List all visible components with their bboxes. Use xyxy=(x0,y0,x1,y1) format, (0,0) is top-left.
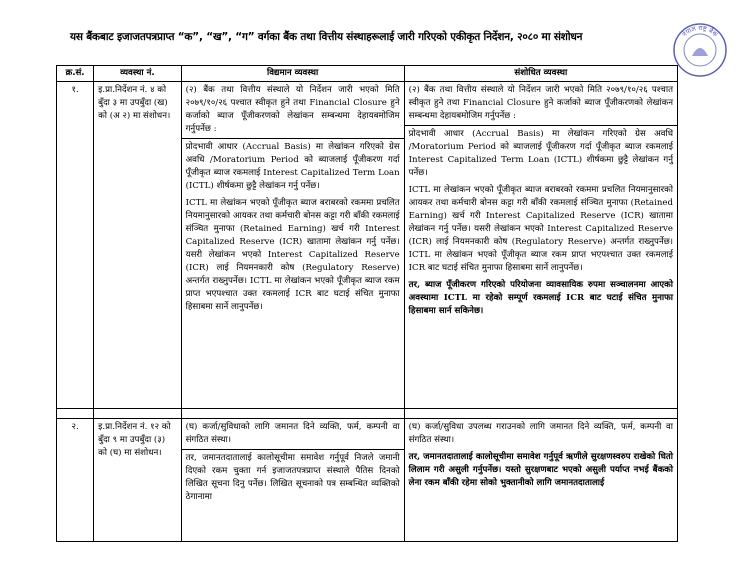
row-sn: २. xyxy=(57,419,94,542)
row-ref: इ.प्रा.निर्देशन नं. ४ को बुँदा ३ मा उपबुँदा (ख) को (अ २) मा संशोधन। xyxy=(94,82,181,409)
revised-para: (घ) कर्जा/सुविधा उपलब्ध गराउनको लागि जमानत दिने व्यक्ति, फर्म, कम्पनी वा संगठित संस्था। xyxy=(408,422,673,445)
revised-para: (२) बैंक तथा वित्तीय संस्थाले यो निर्देशन जारी भएको मिति २०७९/१०/२६ पश्चात स्वीकृत हुने तथा Financial Closure हुने कर्जाको ब्याज पूँजीकरणको लेखांकन सम्बन्धमा देहायबमोजिम गर्नुपर्नेछ : xyxy=(408,85,673,121)
table-header-row xyxy=(57,66,678,82)
existing-para: ICTL मा लेखांकन भएको पूँजीकृत ब्याज बराबरको रकममा प्रचलित नियमानुसारको आयकर तथा कर्मचारी बोनस कट्टा गरी बाँकी रकमलाई संञ्चित मुनाफा (Retained Earning) खर्च गरी Interest Capitalized Reserve (ICR) खातामा लेखांकन गर्नु पर्नेछ। यसरी लेखांकन भएको Interest Capitalized Reserve (ICR) लाई नियमनकारी कोष (Regulatory Reserve) अन्तर्गत राख्नुपर्नेछ। ICTL मा लेखांकन भएको पूँजीकृत ब्याज रकम प्राप्त भएपश्चात उक्त रकमलाई ICR बाट घटाई संचित मुनाफा हिसाबमा सार्ने लानुपर्नेछ। xyxy=(185,198,400,312)
existing-para: (घ) कर्जा/सुविधाको लागि जमानत दिने व्यक्ति, फर्म, कम्पनी वा संगठित संस्था। xyxy=(185,422,400,445)
table-row xyxy=(57,82,678,409)
existing-para: तर, जमानतदातालाई कालोसूचीमा समावेश गर्नुपूर्व निजले जमानी दिएको रकम चुक्ता गर्न इजाजतपत्रप्राप्त संस्थाले पैतिस दिनको लिखित सूचना दिनु पर्नेछ। लिखित सूचनाको पत्र सम्बन्धित व्यक्तिको ठेगानामा xyxy=(182,449,404,506)
table-row xyxy=(57,419,678,542)
revised-proviso: तर, जमानतदातालाई कालोसूचीमा समावेश गर्नुपूर्व ऋणीले सुरक्षणस्वरुप राखेको धितो लिलाम गरी असुली गर्नुपर्नेछ। यस्तो सुरक्षणबाट भएको असुली पर्याप्त नभई बैंकको लेना रकम बाँकी रहेमा सोको भुक्तानीको लागि जमानतदातालाई xyxy=(408,452,673,488)
row-sn: १. xyxy=(57,82,94,409)
col-header-existing: विद्यमान व्यवस्था xyxy=(181,66,404,82)
revised-para: प्रोदभावी आधार (Accrual Basis) मा लेखांकन गरिएको ग्रेस अवधि /Moratorium Period को ब्याजलाई पूँजीकरण गर्दा पूँजीकृत ब्याज रकमलाई Interest Capitalized Term Loan (ICTL) शीर्षकमा छुट्टै लेखांकन गर्नु पर्नेछ। xyxy=(405,125,677,182)
existing-provision-cell xyxy=(181,419,404,542)
bank-seal-logo xyxy=(672,22,728,78)
existing-para: प्रोदभावी आधार (Accrual Basis) मा लेखांकन गरिएको ग्रेस अवधि /Moratorium Period को ब्याजलाई पूँजीकरण गर्दा पूँजीकृत ब्याज रकमलाई Interest Capitalized Term Loan (ICTL) शीर्षकमा छुट्टै लेखांकन गर्नु पर्नेछ। xyxy=(182,138,404,195)
revised-para: ICTL मा लेखांकन भएको पूँजीकृत ब्याज बराबरको रकममा प्रचलित नियमानुसारको आयकर तथा कर्मचारी बोनस कट्टा गरी बाँकी रकमलाई संञ्चित मुनाफा (Retained Earning) खर्च गरी Interest Capitalized Reserve (ICR) खातामा लेखांकन गर्नु पर्नेछ। यसरी लेखांकन भएको Interest Capitalized Reserve (ICR) लाई नियमनकारी कोष (Regulatory Reserve) अन्तर्गत राख्नुपर्नेछ। ICTL मा लेखांकन भएको पूँजीकृत ब्याज रकम प्राप्त भएपश्चात उक्त रकमलाई ICR बाट घटाई संचित मुनाफा हिसाबमा सार्ने लानुपर्नेछ। xyxy=(408,185,673,273)
existing-para: (२) बैंक तथा वित्तीय संस्थाले यो निर्देशन जारी भएको मिति २०७९/१०/२६ पश्चात स्वीकृत हुने तथा Financial Closure हुने कर्जाको ब्याज पूँजीकरणको लेखांकन सम्बन्धमा देहायबमोजिम गर्नुपर्नेछ : xyxy=(185,85,400,134)
revised-proviso: तर, ब्याज पूँजीकरण गरिएको परियोजना व्यावसायिक रुपमा सञ्चालनमा आएको अवस्थामा ICTL मा रहेको सम्पूर्ण रकमलाई ICR बाट घटाई संचित मुनाफा हिसाबमा सार्न सकिनेछ। xyxy=(408,280,673,316)
amendment-table xyxy=(56,65,678,542)
svg-text:नेपाल राष्ट्र बैंक: नेपाल राष्ट्र बैंक xyxy=(680,23,720,39)
row-ref: इ.प्रा.निर्देशन नं. १२ को बुँदा ९ मा उपबुँदा (३) को (घ) मा संशोधन। xyxy=(94,419,181,542)
col-header-ref: व्यवस्था नं. xyxy=(94,66,181,82)
document-title: यस बैंकबाट इजाजतपत्रप्राप्त “क”, “ख”, “ग” वर्गका बैंक तथा वित्तीय संस्थाहरूलाई जारी गरिएको एकीकृत निर्देशन, २०८० मा संशोधन xyxy=(70,31,583,43)
col-header-revised: संशोधित व्यवस्था xyxy=(404,66,677,82)
revised-provision-cell xyxy=(404,82,677,409)
revised-provision-cell xyxy=(404,419,677,542)
existing-provision-cell xyxy=(181,82,404,409)
col-header-sn: क्र.सं. xyxy=(57,66,94,82)
